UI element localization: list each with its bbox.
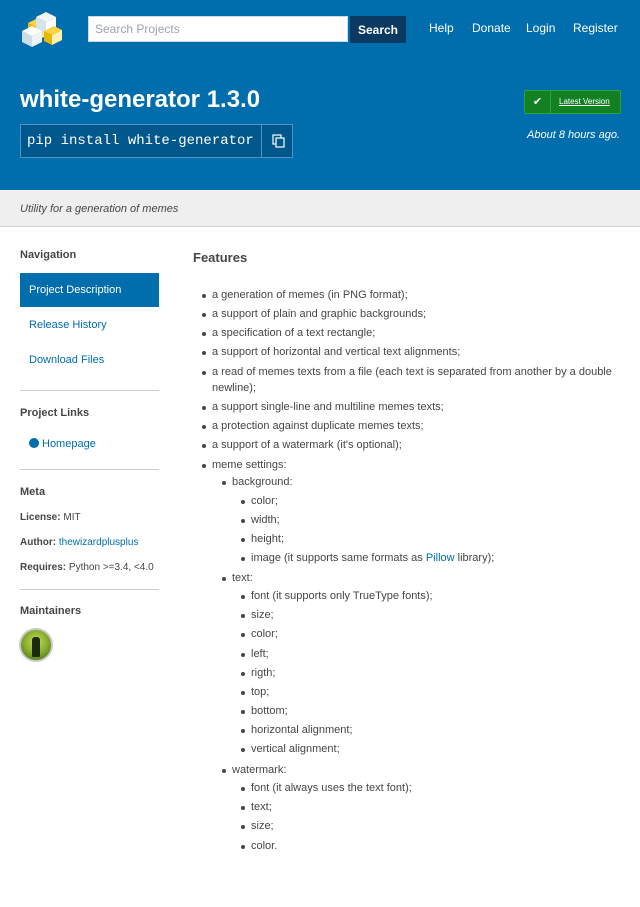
image-suffix: library); (454, 552, 495, 564)
check-icon: ✔ (525, 91, 551, 113)
package-banner (0, 58, 640, 190)
pillow-link[interactable]: Pillow (425, 552, 455, 564)
meta-author (20, 537, 138, 548)
list-item: size; (251, 820, 274, 832)
list-item: a support of plain and graphic backgrounds; (212, 308, 427, 320)
nav-project-description[interactable]: Project Description (20, 273, 159, 307)
list-item: a support of a watermark (it's optional); (212, 439, 402, 451)
list-item-watermark: watermark: (232, 764, 287, 776)
list-item: meme settings: (212, 459, 287, 471)
maintainer-avatar[interactable] (19, 628, 53, 662)
nav-download-files[interactable]: Download Files (29, 354, 105, 366)
nav-login-link[interactable]: Login (526, 21, 556, 35)
image-prefix: image (it supports same formats as (251, 552, 426, 564)
package-title: white-generator 1.3.0 (20, 86, 261, 113)
project-links-heading: Project Links (20, 407, 90, 419)
search-input[interactable] (88, 16, 348, 42)
list-item: horizontal alignment; (251, 724, 353, 736)
pip-command[interactable]: pip install white-generator (27, 133, 254, 149)
list-item-continuation: newline); (212, 382, 257, 394)
list-item-background: background: (232, 476, 293, 488)
search-button[interactable]: Search (350, 16, 406, 43)
sidebar-divider (20, 469, 159, 470)
sidebar-divider (20, 390, 159, 391)
list-item: width; (251, 514, 280, 526)
list-item: size; (251, 609, 274, 621)
list-item: a support of horizontal and vertical text alignments; (212, 346, 461, 358)
list-item: color; (251, 495, 278, 507)
release-date: About 8 hours ago. (527, 129, 620, 141)
list-item: vertical alignment; (251, 743, 340, 755)
list-item-text: text: (232, 572, 253, 584)
list-item-image (251, 551, 494, 566)
maintainers-heading: Maintainers (20, 605, 82, 617)
requires-value: Python >=3.4, <4.0 (68, 562, 154, 573)
list-item: top; (251, 686, 270, 698)
meta-heading: Meta (20, 486, 46, 498)
navigation-heading: Navigation (20, 249, 77, 261)
nav-donate-link[interactable]: Donate (472, 21, 511, 35)
nav-help-link[interactable]: Help (429, 21, 454, 35)
pip-command-box (20, 124, 293, 158)
list-item: a specification of a text rectangle; (212, 327, 376, 339)
sidebar-divider (20, 589, 159, 590)
license-label: License: (20, 512, 61, 523)
latest-version-badge[interactable] (524, 90, 621, 114)
list-item: a support single-line and multiline memes texts; (212, 401, 444, 413)
nav-register-link[interactable]: Register (573, 21, 618, 35)
features-heading: Features (193, 250, 248, 265)
list-item: a read of memes texts from a file (each text is separated from another by a double (212, 366, 612, 378)
nav-release-history[interactable]: Release History (29, 319, 107, 331)
avatar-figure-icon (32, 637, 40, 657)
author-label: Author: (20, 537, 57, 548)
list-item: rigth; (251, 667, 276, 679)
package-summary: Utility for a generation of memes (20, 203, 179, 215)
list-item: a generation of memes (in PNG format); (212, 289, 408, 301)
requires-label: Requires: (20, 562, 67, 573)
license-value: MIT (63, 512, 81, 523)
list-item: text; (251, 801, 272, 813)
github-icon (29, 438, 39, 448)
pypi-logo-icon[interactable] (18, 9, 64, 49)
list-item: font (it always uses the text font); (251, 782, 412, 794)
list-item: color. (251, 840, 278, 852)
package-summary-bar (0, 190, 640, 227)
latest-version-link[interactable]: Latest Version (559, 97, 610, 106)
list-item: a protection against duplicate memes texts; (212, 420, 424, 432)
top-navigation (0, 0, 640, 58)
homepage-label: Homepage (42, 438, 96, 450)
meta-requires (20, 562, 154, 573)
meta-license (20, 512, 81, 523)
author-link[interactable]: thewizardplusplus (58, 537, 139, 548)
list-item: font (it supports only TrueType fonts); (251, 590, 433, 602)
copy-button[interactable] (261, 125, 293, 157)
list-item: left; (251, 648, 269, 660)
copy-icon (262, 125, 294, 157)
list-item: height; (251, 533, 285, 545)
homepage-link[interactable] (29, 438, 96, 450)
list-item: color; (251, 628, 278, 640)
list-item: bottom; (251, 705, 288, 717)
